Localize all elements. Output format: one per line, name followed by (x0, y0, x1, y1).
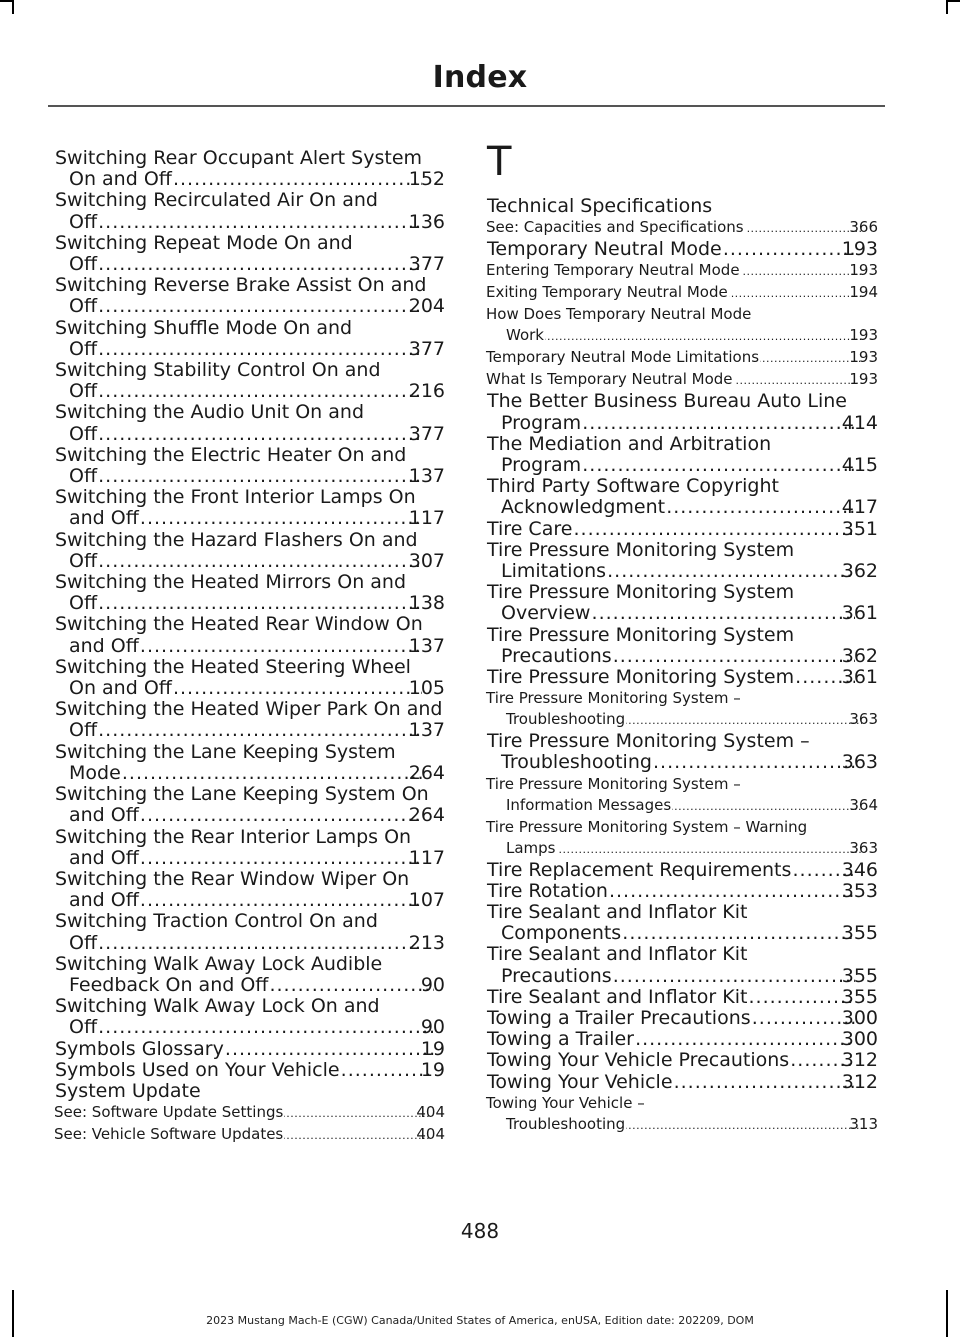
crop-mark (948, 0, 960, 2)
entry-title-continued: and Off (69, 846, 139, 869)
page-reference[interactable]: 313 (849, 1114, 878, 1133)
entry-title: Tire Sealant and Inflator Kit (487, 901, 748, 924)
dot-leader (653, 752, 855, 773)
index-entry (55, 318, 445, 360)
index-column-right (486, 139, 878, 1136)
dot-leader (140, 508, 422, 529)
entry-title: The Mediation and Arbitration (487, 432, 772, 455)
entry-title-continued: Information Messages (506, 795, 672, 814)
dot-leader (626, 1115, 862, 1136)
index-entry (487, 987, 878, 1008)
entry-title-continued: Troubleshooting (506, 1114, 626, 1133)
entry-title: Tire Pressure Monitoring System – (487, 730, 810, 753)
page-reference[interactable]: 364 (849, 795, 878, 814)
dot-leader (573, 519, 854, 540)
dot-leader (98, 296, 422, 317)
dot-leader (723, 239, 855, 260)
entry-title-continued: On and Off (69, 677, 172, 700)
entry-title-continued: Off (69, 380, 98, 403)
index-entry (487, 239, 878, 260)
entry-title: Switching the Rear Window Wiper On (55, 867, 410, 890)
dot-leader (666, 497, 855, 518)
index-subentry (487, 217, 878, 239)
index-entry (55, 402, 445, 444)
page-reference[interactable]: 346 (841, 858, 878, 881)
dot-leader (98, 212, 422, 233)
entry-title-continued: and Off (69, 634, 139, 657)
page-reference[interactable]: 213 (408, 931, 445, 954)
dot-leader (269, 975, 433, 996)
dot-leader (748, 987, 854, 1008)
dot-leader (98, 381, 422, 402)
dot-leader (98, 424, 422, 445)
entry-title: Switching Recirculated Air On and (55, 189, 378, 212)
entry-title: Towing Your Vehicle (487, 1070, 673, 1093)
index-entry (55, 827, 445, 869)
section-letter: T (487, 139, 512, 185)
entry-title: What Is Temporary Neutral Mode (486, 370, 733, 389)
dot-leader (173, 678, 422, 699)
entry-title: Switching the Audio Unit On and (55, 401, 365, 424)
page-reference[interactable]: 312 (841, 1049, 878, 1072)
dot-leader (140, 848, 422, 869)
entry-title-continued: Off (69, 295, 98, 318)
index-entry (487, 519, 878, 540)
index-entry (487, 1050, 878, 1071)
page-reference[interactable]: 193 (849, 348, 878, 367)
page-reference[interactable]: 351 (841, 517, 878, 540)
dot-leader (674, 1072, 855, 1093)
index-entry (55, 784, 445, 826)
index-entry (55, 699, 445, 741)
entry-title-continued: Off (69, 465, 98, 488)
dot-leader (122, 763, 422, 784)
index-entry (487, 881, 878, 902)
page-reference[interactable]: 264 (408, 761, 445, 784)
entry-title-continued: Off (69, 549, 98, 572)
dot-leader (140, 890, 422, 911)
entry-title: Tire Pressure Monitoring System (487, 581, 795, 604)
entry-title-continued: Precautions (501, 644, 612, 667)
entry-title: Entering Temporary Neutral Mode (486, 261, 740, 280)
index-column-left (55, 148, 445, 1146)
dot-leader (98, 933, 422, 954)
page-reference[interactable]: 193 (849, 370, 878, 389)
header-divider (48, 105, 885, 107)
entry-title-continued: On and Off (69, 168, 172, 191)
entry-title-continued: Off (69, 422, 98, 445)
dot-leader (582, 455, 855, 476)
index-entry (487, 731, 878, 773)
page-reference[interactable]: 404 (416, 1125, 445, 1144)
index-subentry (55, 1124, 445, 1146)
page-reference[interactable]: 137 (408, 719, 445, 742)
entry-title: Switching the Electric Heater On and (55, 443, 407, 466)
entry-title-continued: Acknowledgment (501, 496, 666, 519)
entry-title: Switching the Hazard Flashers On and (55, 528, 418, 551)
dot-leader (635, 1029, 855, 1050)
index-entry (487, 434, 878, 476)
index-entry (487, 196, 878, 217)
page-reference[interactable]: 353 (841, 879, 878, 902)
page-reference[interactable]: 117 (408, 846, 445, 869)
index-entry (55, 360, 445, 402)
index-subentry (487, 369, 878, 391)
page-reference[interactable]: 193 (849, 326, 878, 345)
index-entry (55, 614, 445, 656)
entry-title: Towing a Trailer Precautions (487, 1007, 751, 1030)
index-entry (55, 996, 445, 1038)
page-reference[interactable]: 361 (841, 666, 878, 689)
entry-title-continued: Off (69, 719, 98, 742)
page-reference[interactable]: 417 (841, 496, 878, 519)
entry-title: Switching the Heated Steering Wheel (55, 655, 411, 678)
dot-leader (98, 254, 422, 275)
page-reference[interactable]: 377 (408, 253, 445, 276)
page-reference[interactable]: 19 (420, 1058, 445, 1081)
entry-title-continued: Work (506, 326, 544, 345)
entry-title: See: Software Update Settings (54, 1103, 284, 1122)
page-reference[interactable]: 362 (841, 560, 878, 583)
page-reference[interactable]: 105 (408, 677, 445, 700)
index-entry (487, 625, 878, 667)
entry-title: Technical Specifications (487, 195, 713, 217)
entry-title: Tire Sealant and Inflator Kit (487, 943, 748, 966)
page-reference[interactable]: 152 (408, 168, 445, 191)
entry-title-continued: Program (501, 454, 582, 477)
index-entry (55, 233, 445, 275)
entry-title-continued: Troubleshooting (501, 751, 652, 774)
entry-title-continued: Off (69, 931, 98, 954)
page-reference[interactable]: 137 (408, 465, 445, 488)
entry-title: How Does Temporary Neutral Mode (486, 305, 752, 324)
entry-title: Switching Traction Control On and (55, 910, 378, 933)
index-entry (487, 1008, 878, 1029)
page-reference[interactable]: 264 (408, 804, 445, 827)
entry-title-continued: Feedback On and Off (69, 973, 269, 996)
entry-title: Switching the Rear Interior Lamps On (55, 825, 412, 848)
index-entry (55, 148, 445, 190)
page-reference[interactable]: 363 (849, 710, 878, 729)
dot-leader (98, 593, 422, 614)
index-subentry (487, 817, 878, 860)
entry-title-continued: Off (69, 210, 98, 233)
dot-leader (607, 561, 855, 582)
page-reference[interactable]: 204 (408, 295, 445, 318)
entry-title: Tire Care (487, 517, 573, 540)
index-entry (487, 667, 878, 688)
crop-mark (0, 0, 12, 2)
index-entry (55, 657, 445, 699)
index-entry (55, 572, 445, 614)
entry-title: System Update (55, 1079, 201, 1102)
dot-leader (98, 466, 422, 487)
entry-title-continued: and Off (69, 507, 139, 530)
dot-leader (622, 923, 855, 944)
page-reference[interactable]: 355 (841, 985, 878, 1008)
entry-title: Switching Reverse Brake Assist On and (55, 274, 427, 297)
page-reference[interactable]: 193 (841, 238, 878, 261)
entry-title: Switching the Heated Mirrors On and (55, 571, 407, 594)
entry-title: See: Vehicle Software Updates (54, 1125, 284, 1144)
index-entry (487, 540, 878, 582)
entry-title: Towing Your Vehicle – (486, 1093, 645, 1112)
index-entry (487, 1029, 878, 1050)
page-reference[interactable]: 414 (841, 411, 878, 434)
entry-title: Temporary Neutral Mode (487, 238, 722, 261)
index-entry (55, 911, 445, 953)
dot-leader (98, 720, 422, 741)
entry-title-continued: and Off (69, 889, 139, 912)
entry-title-continued: Off (69, 253, 98, 276)
index-entry (487, 902, 878, 944)
entry-title: Switching the Front Interior Lamps On (55, 486, 416, 509)
dot-leader (225, 1039, 434, 1060)
dot-leader (140, 805, 422, 826)
page-reference[interactable]: 107 (408, 889, 445, 912)
dot-leader (626, 710, 862, 731)
entry-title: Towing Your Vehicle Precautions (487, 1049, 790, 1072)
index-subentry (487, 282, 878, 304)
page-reference[interactable]: 300 (841, 1007, 878, 1030)
entry-title: Switching the Lane Keeping System On (55, 783, 429, 806)
index-subentry (487, 774, 878, 817)
entry-title-continued: Troubleshooting (506, 710, 626, 729)
index-entry (487, 476, 878, 518)
dot-leader (591, 603, 854, 624)
page-title: Index (432, 60, 528, 95)
entry-title: Towing a Trailer (487, 1028, 634, 1051)
entry-title: Switching Walk Away Lock On and (55, 995, 380, 1018)
index-subentry (487, 347, 878, 369)
page-reference[interactable]: 312 (841, 1070, 878, 1093)
entry-title: Tire Sealant and Inflator Kit (487, 985, 748, 1008)
page-reference[interactable]: 404 (416, 1103, 445, 1122)
index-entry (55, 742, 445, 784)
entry-title: Third Party Software Copyright (487, 475, 779, 498)
entry-title: See: Capacities and Specifications (486, 218, 744, 237)
index-subentry (487, 260, 878, 282)
dot-leader (140, 636, 422, 657)
entry-title: Switching Stability Control On and (55, 359, 381, 382)
page-reference[interactable]: 117 (408, 507, 445, 530)
index-entry (55, 1039, 445, 1060)
entry-title: Tire Pressure Monitoring System (487, 538, 795, 561)
entry-title: Exiting Temporary Neutral Mode (486, 283, 728, 302)
page-reference[interactable]: 363 (841, 751, 878, 774)
entry-title-continued: Mode (69, 761, 121, 784)
index-entry (487, 1072, 878, 1093)
entry-title: Switching the Heated Rear Window On (55, 613, 423, 636)
page-reference[interactable]: 138 (408, 592, 445, 615)
index-subentry (487, 688, 878, 731)
page-reference[interactable]: 90 (420, 973, 445, 996)
entry-title: Switching Repeat Mode On and (55, 231, 353, 254)
index-entry (55, 869, 445, 911)
index-entry (55, 1081, 445, 1102)
dot-leader (613, 646, 855, 667)
entry-title: Temporary Neutral Mode Limitations (486, 348, 760, 367)
page-reference[interactable]: 361 (841, 602, 878, 625)
index-subentry (487, 304, 878, 347)
crop-mark (12, 0, 14, 14)
dot-leader (341, 1060, 434, 1081)
dot-leader (672, 796, 862, 817)
entry-title: Symbols Used on Your Vehicle (55, 1058, 340, 1081)
dot-leader (613, 966, 855, 987)
index-subentry (487, 1093, 878, 1136)
footer-text: 2023 Mustang Mach-E (CGW) Canada/United States of America, enUSA, Edition date: 202209, DOM (206, 1314, 754, 1327)
entry-title: Tire Pressure Monitoring System – Warning (486, 817, 808, 836)
entry-title-continued: Off (69, 592, 98, 615)
dot-leader (173, 169, 422, 190)
index-entry (487, 860, 878, 881)
index-entry (55, 445, 445, 487)
dot-leader (734, 370, 863, 391)
index-entry (55, 190, 445, 232)
entry-title-continued: Program (501, 411, 582, 434)
dot-leader (98, 551, 422, 572)
entry-title-continued: Components (501, 922, 622, 945)
index-subentry (55, 1102, 445, 1124)
page-reference[interactable]: 377 (408, 422, 445, 445)
dot-leader (741, 261, 863, 282)
index-entry (487, 582, 878, 624)
index-entry (55, 487, 445, 529)
entry-title: Switching Shuffle Mode On and (55, 316, 353, 339)
index-entry (55, 954, 445, 996)
page-reference[interactable]: 363 (849, 838, 878, 857)
dot-leader (98, 339, 422, 360)
entry-title: Tire Pressure Monitoring System (487, 623, 795, 646)
page-reference[interactable]: 415 (841, 454, 878, 477)
page-reference[interactable]: 19 (420, 1037, 445, 1060)
crop-mark (946, 0, 948, 14)
entry-title: Switching Walk Away Lock Audible (55, 952, 383, 975)
index-entry (487, 391, 878, 433)
entry-title: Tire Pressure Monitoring System – (486, 774, 741, 793)
index-entry (487, 944, 878, 986)
dot-leader (745, 218, 863, 239)
entry-title-continued: Off (69, 1016, 98, 1039)
entry-title-continued: Overview (501, 602, 591, 625)
entry-title-continued: Lamps (506, 838, 556, 857)
page-reference[interactable]: 366 (849, 218, 878, 237)
entry-title-continued: Limitations (501, 560, 607, 583)
entry-title: Tire Pressure Monitoring System – (486, 689, 741, 708)
page-reference[interactable]: 137 (408, 634, 445, 657)
dot-leader (582, 413, 855, 434)
entry-title: Tire Rotation (487, 879, 608, 902)
page-reference[interactable]: 307 (408, 549, 445, 572)
page-number: 488 (460, 1219, 500, 1243)
entry-title: Symbols Glossary (55, 1037, 224, 1060)
page-reference[interactable]: 193 (849, 261, 878, 280)
entry-title-continued: Precautions (501, 964, 612, 987)
page-reference[interactable]: 377 (408, 337, 445, 360)
entry-title: Tire Replacement Requirements (487, 858, 792, 881)
dot-leader (284, 1125, 429, 1146)
index-entry (55, 530, 445, 572)
page-reference[interactable]: 90 (420, 1016, 445, 1039)
dot-leader (760, 348, 862, 369)
entry-title: Tire Pressure Monitoring System (487, 666, 795, 689)
dot-leader (557, 839, 863, 860)
page-reference[interactable]: 300 (841, 1028, 878, 1051)
page-reference[interactable]: 362 (841, 644, 878, 667)
entry-title: Switching the Heated Wiper Park On and (55, 698, 443, 721)
entry-title: Switching the Lane Keeping System (55, 740, 396, 763)
entry-title-continued: Off (69, 337, 98, 360)
dot-leader (284, 1103, 429, 1124)
dot-leader (609, 881, 855, 902)
page-reference[interactable]: 355 (841, 922, 878, 945)
page-reference[interactable]: 216 (408, 380, 445, 403)
dot-leader (752, 1008, 855, 1029)
index-entry (55, 1060, 445, 1081)
dot-leader (545, 326, 862, 347)
page-reference[interactable]: 194 (849, 283, 878, 302)
entry-title: The Better Business Bureau Auto Line (487, 390, 847, 413)
dot-leader (729, 283, 863, 304)
entry-title: Switching Rear Occupant Alert System (55, 147, 423, 169)
page-reference[interactable]: 355 (841, 964, 878, 987)
dot-leader (98, 1017, 434, 1038)
page-reference[interactable]: 136 (408, 210, 445, 233)
index-entry (55, 275, 445, 317)
entry-title-continued: and Off (69, 804, 139, 827)
